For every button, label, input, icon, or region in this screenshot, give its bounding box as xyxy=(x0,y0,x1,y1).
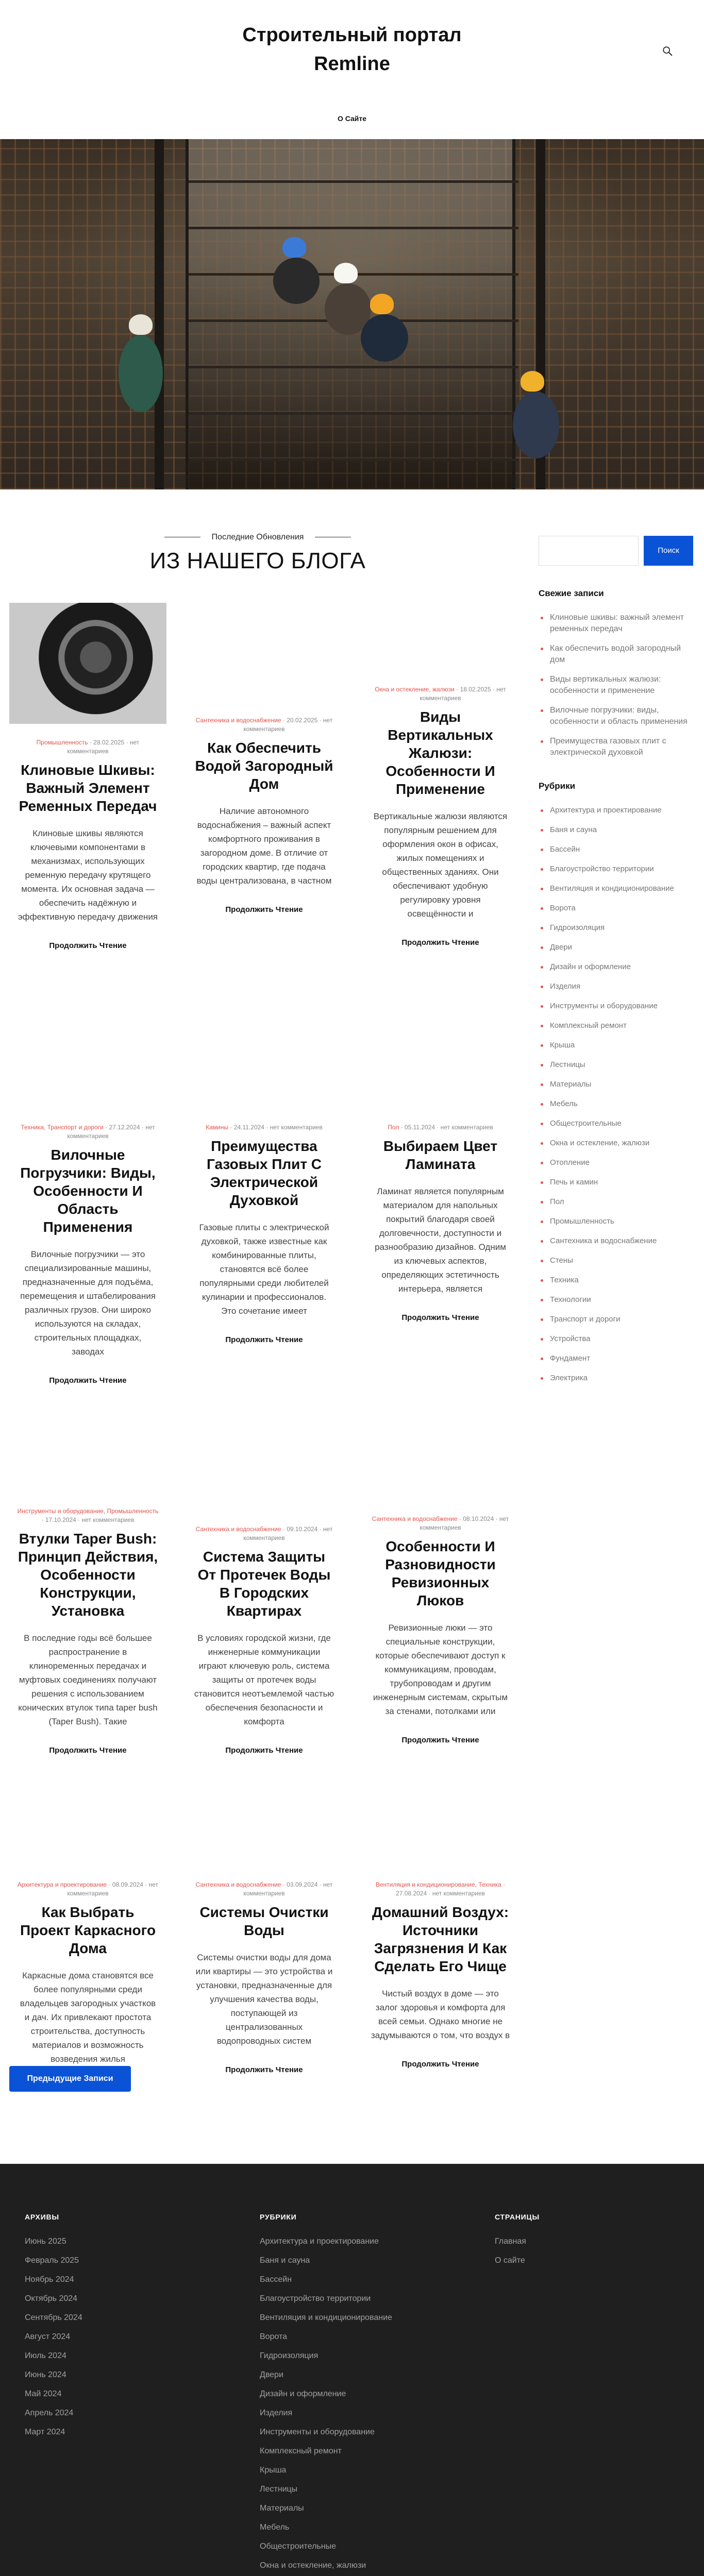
post-card xyxy=(9,1507,166,1755)
rubric-item[interactable]: Мебель xyxy=(539,1098,693,1110)
post-title[interactable]: Особенности И Разновидности Ревизионных Люков xyxy=(385,1538,496,1608)
post-card xyxy=(186,1880,343,2075)
post-card xyxy=(9,603,166,951)
read-more-link[interactable]: Продолжить Чтение xyxy=(225,905,303,914)
rubric-item[interactable]: Сантехника и водоснабжение xyxy=(539,1235,693,1247)
post-comments[interactable]: нет комментариев xyxy=(440,1124,493,1131)
post-meta: Промышленность · 28.02.2025 · нет комментариев xyxy=(36,739,140,755)
post-excerpt: В условиях городской жизни, где инженерные коммуникации играют ключевую роль, система защиты от протечек воды становится неотъемлемой частью обеспечения безопасности и комфорта xyxy=(194,1633,334,1726)
read-more-link[interactable]: Продолжить Чтение xyxy=(225,2065,303,2074)
read-more-link[interactable]: Продолжить Чтение xyxy=(49,941,127,950)
post-meta: Сантехника и водоснабжение · 09.10.2024 · нет комментариев xyxy=(195,1526,333,1541)
footer-rubric-item[interactable]: Дизайн и оформление xyxy=(260,2389,346,2398)
post-title[interactable]: Виды Вертикальных Жалюзи: Особенности И Применение xyxy=(385,709,495,797)
footer-rubric-item[interactable]: Окна и остекление, жалюзи xyxy=(260,2561,366,2570)
post-card xyxy=(362,1880,519,2069)
footer-rubric-item[interactable]: Двери xyxy=(260,2370,283,2379)
post-comments[interactable]: нет комментариев xyxy=(420,1515,509,1531)
post-comments[interactable]: нет комментариев xyxy=(243,717,333,733)
read-more-link[interactable]: Продолжить Чтение xyxy=(225,1335,303,1344)
post-date: 03.09.2024 xyxy=(287,1881,318,1888)
rubric-item[interactable]: Инструменты и оборудование xyxy=(539,1001,693,1012)
archive-item[interactable]: Май 2024 xyxy=(25,2389,62,2398)
read-more-link[interactable]: Продолжить Чтение xyxy=(49,1746,127,1755)
pages-list xyxy=(495,2236,540,2266)
post-title[interactable]: Клиновые Шкивы: Важный Элемент Ременных Передач xyxy=(19,762,157,814)
post-meta: Окна и остекление, жалюзи · 18.02.2025 · нет комментариев xyxy=(375,686,506,702)
post-card xyxy=(362,1123,519,1323)
rubric-item[interactable]: Промышленность xyxy=(539,1216,693,1227)
post-excerpt: Газовые плиты с электрической духовкой, также известные как комбинированные плиты, становятся всё более популярными среди любителей кулинарии и профессионалов. Это сочетание имеет xyxy=(199,1223,329,1316)
rubric-item[interactable]: Транспорт и дороги xyxy=(539,1314,693,1325)
post-excerpt: Вилочные погрузчики — это специализированные машины, предназначенные для подъёма, перемещения и штабелирования различных грузов. Они широко используются на складах, строительных площадках, заводах xyxy=(20,1249,156,1357)
post-category[interactable]: Пол xyxy=(388,1124,399,1131)
post-meta: Сантехника и водоснабжение · 03.09.2024 · нет комментариев xyxy=(195,1881,333,1897)
rubric-item[interactable]: Общестроительные xyxy=(539,1118,693,1129)
post-category[interactable]: Промышленность xyxy=(36,739,88,746)
rubric-item[interactable]: Стены xyxy=(539,1255,693,1266)
post-comments[interactable]: нет комментариев xyxy=(420,686,506,702)
post-category[interactable]: Сантехника и водоснабжение xyxy=(195,1526,281,1533)
footer-rubric-item[interactable]: Инструменты и оборудование xyxy=(260,2428,375,2436)
archive-item[interactable]: Ноябрь 2024 xyxy=(25,2275,74,2284)
post-excerpt: Наличие автономного водоснабжения – важный аспект комфортного проживания в загородном доме. В отличие от городских квартир, где подача воды централизована, в частном xyxy=(196,806,332,886)
blog-title: ИЗ НАШЕГО БЛОГА xyxy=(149,548,366,573)
rubric-item[interactable]: Ворота xyxy=(539,903,693,914)
footer-rubric-item[interactable]: Мебель xyxy=(260,2523,290,2532)
footer-rubric-item[interactable]: Ворота xyxy=(260,2332,288,2341)
rubric-item[interactable]: Печь и камин xyxy=(539,1177,693,1188)
recent-post-item[interactable]: Клиновые шкивы: важный элемент ременных передач xyxy=(539,612,693,635)
rubric-item[interactable]: Фундамент xyxy=(539,1353,693,1364)
site-title-line2[interactable]: Remline xyxy=(314,53,390,75)
search-button[interactable]: Поиск xyxy=(644,536,693,566)
post-date: 20.02.2025 xyxy=(287,717,318,724)
footer-rubric-item[interactable]: Крыша xyxy=(260,2466,287,2475)
post-excerpt: Ламинат является популярным материалом для напольных покрытий благодаря своей долговечности, доступности и разнообразию дизайнов. Одним из ключевых аспектов, определяющих эстетичность интерьера, является xyxy=(375,1187,506,1294)
post-category[interactable]: Инструменты и оборудование, Промышленность xyxy=(17,1507,159,1515)
archive-item[interactable]: Март 2024 xyxy=(25,2428,65,2436)
rubric-item[interactable]: Благоустройство территории xyxy=(539,863,693,875)
post-card xyxy=(186,1123,343,1345)
post-excerpt: Вертикальные жалюзи являются популярным решением для оформления окон в офисах, жилых помещениях и общественных зданиях. Они обеспечивают удобную регулировку уровня освещённости и xyxy=(373,811,508,919)
post-comments[interactable]: нет комментариев xyxy=(270,1124,323,1131)
footer-rubric-item[interactable]: Гидроизоляция xyxy=(260,2351,319,2360)
footer-rubric-item[interactable]: Вентиляция и кондиционирование xyxy=(260,2313,392,2322)
post-date: 27.08.2024 xyxy=(396,1890,427,1897)
archive-item[interactable]: Октябрь 2024 xyxy=(25,2294,78,2303)
post-meta: Сантехника и водоснабжение · 20.02.2025 · нет комментариев xyxy=(195,717,333,733)
read-more-link[interactable]: Продолжить Чтение xyxy=(49,1376,127,1385)
post-card xyxy=(186,716,343,914)
post-meta: Инструменты и оборудование, Промышленность · 17.10.2024 · нет комментариев xyxy=(17,1507,159,1523)
footer-archives xyxy=(25,2213,82,2446)
footer-rubric-item[interactable]: Архитектура и проектирование xyxy=(260,2237,379,2246)
post-category[interactable]: Сантехника и водоснабжение xyxy=(372,1515,458,1522)
footer-page-item[interactable]: Главная xyxy=(495,2237,526,2246)
recent-post-item[interactable]: Виды вертикальных жалюзи: особенности и применение xyxy=(539,674,693,697)
blog-eyebrow: Последние Обновления xyxy=(164,533,351,542)
post-date: 09.10.2024 xyxy=(287,1526,318,1533)
rubrics-list xyxy=(539,805,693,1384)
post-excerpt: Системы очистки воды для дома или квартиры — это устройства и установки, предназначенные для улучшения качества воды, поступающей из централизованных водопроводных систем xyxy=(195,1953,333,2046)
post-date: 17.10.2024 xyxy=(45,1516,76,1523)
footer-rubrics-list xyxy=(260,2236,392,2576)
archive-item[interactable]: Август 2024 xyxy=(25,2332,71,2341)
post-title[interactable]: Система Защиты От Протечек Воды В Городских Квартирах xyxy=(197,1549,331,1619)
archive-item[interactable]: Февраль 2025 xyxy=(25,2256,79,2265)
post-comments[interactable]: нет комментариев xyxy=(243,1881,333,1897)
rubric-item[interactable]: Вентиляция и кондиционирование xyxy=(539,883,693,894)
post-meta: Вентиляция и кондиционирование, Техника · 27.08.2024 · нет комментариев xyxy=(375,1881,506,1897)
rubric-item[interactable]: Электрика xyxy=(539,1372,693,1384)
post-grid xyxy=(9,603,525,2097)
footer-archives-title: АРХИВЫ xyxy=(25,2213,59,2221)
post-excerpt: Клиновые шкивы являются ключевыми компонентами в механизмах, использующих ременную передачу крутящего момента. Их основная задача — обеспечить надёжную и эффективную передачу движения xyxy=(18,828,158,922)
post-title[interactable]: Как Обеспечить Водой Загородный Дом xyxy=(195,740,333,792)
rubric-item[interactable]: Комплексный ремонт xyxy=(539,1020,693,1031)
read-more-link[interactable]: Продолжить Чтение xyxy=(225,1746,303,1755)
post-category[interactable]: Техника, Транспорт и дороги xyxy=(21,1124,104,1131)
post-thumbnail[interactable] xyxy=(9,603,166,724)
blog-heading xyxy=(0,531,515,574)
rubric-item[interactable]: Технологии xyxy=(539,1294,693,1306)
archive-item[interactable]: Июль 2024 xyxy=(25,2351,66,2360)
footer-rubric-item[interactable]: Баня и сауна xyxy=(260,2256,310,2265)
post-category[interactable]: Архитектура и проектирование xyxy=(17,1881,107,1888)
rubric-item[interactable]: Лестницы xyxy=(539,1059,693,1071)
rubric-item[interactable]: Крыша xyxy=(539,1040,693,1051)
main-content xyxy=(0,489,704,2164)
post-comments[interactable]: нет комментариев xyxy=(81,1516,135,1523)
post-title[interactable]: Преимущества Газовых Плит С Электрической Духовкой xyxy=(206,1138,322,1208)
rubrics-title: Рубрики xyxy=(539,781,576,791)
post-meta: Камины · 24.11.2024 · нет комментариев xyxy=(206,1124,323,1131)
rubric-item[interactable]: Окна и остекление, жалюзи xyxy=(539,1138,693,1149)
post-meta: Пол · 05.11.2024 · нет комментариев xyxy=(388,1124,493,1131)
site-footer xyxy=(0,2164,704,2576)
post-meta: Архитектура и проектирование · 08.09.2024 · нет комментариев xyxy=(17,1881,159,1897)
post-meta: Сантехника и водоснабжение · 08.10.2024 · нет комментариев xyxy=(372,1515,509,1531)
read-more-link[interactable]: Продолжить Чтение xyxy=(401,1313,479,1322)
post-excerpt: Чистый воздух в доме — это залог здоровья и комфорта для всей семьи. Однако многие не задумываются о том, что воздух в xyxy=(371,1989,510,2040)
footer-rubrics-title: РУБРИКИ xyxy=(260,2213,297,2221)
archives-list xyxy=(25,2236,82,2437)
post-title[interactable]: Вилочные Погрузчики: Виды, Особенности И Область Применения xyxy=(20,1147,156,1235)
footer-rubric-item[interactable]: Лестницы xyxy=(260,2485,298,2494)
post-comments[interactable]: нет комментариев xyxy=(67,1881,159,1897)
post-date: 08.09.2024 xyxy=(112,1881,143,1888)
post-date: 05.11.2024 xyxy=(404,1124,435,1131)
post-date: 24.11.2024 xyxy=(233,1124,264,1131)
post-comments[interactable]: нет комментариев xyxy=(67,739,140,755)
search-input[interactable] xyxy=(539,536,639,566)
rubric-item[interactable]: Техника xyxy=(539,1275,693,1286)
post-card xyxy=(362,685,519,947)
post-date: 18.02.2025 xyxy=(460,686,491,693)
post-excerpt: Каркасные дома становятся все более популярными среди владельцев загородных участков и дач. Их привлекают простота строительства, доступность материалов и возможность возведения жилья xyxy=(20,1971,156,2064)
rubric-item[interactable]: Двери xyxy=(539,942,693,953)
post-date: 28.02.2025 xyxy=(93,739,125,746)
rubric-item[interactable]: Архитектура и проектирование xyxy=(539,805,693,816)
rubric-item[interactable]: Гидроизоляция xyxy=(539,922,693,934)
post-category[interactable]: Сантехника и водоснабжение xyxy=(195,1881,281,1888)
footer-page-item[interactable]: О сайте xyxy=(495,2256,525,2265)
site-title[interactable] xyxy=(0,21,704,78)
sidebar xyxy=(539,536,693,1392)
post-category[interactable]: Сантехника и водоснабжение xyxy=(195,717,281,724)
archive-item[interactable]: Июнь 2024 xyxy=(25,2370,66,2379)
footer-rubric-item[interactable]: Материалы xyxy=(260,2504,304,2513)
rubric-item[interactable]: Пол xyxy=(539,1196,693,1208)
rubric-item[interactable]: Материалы xyxy=(539,1079,693,1090)
read-more-link[interactable]: Продолжить Чтение xyxy=(401,1736,479,1744)
post-title[interactable]: Втулки Taper Bush: Принцип Действия, Особенности Конструкции, Установка xyxy=(18,1531,158,1619)
rubric-item[interactable]: Устройства xyxy=(539,1333,693,1345)
hero-image xyxy=(0,139,704,489)
search-icon[interactable] xyxy=(662,45,673,57)
post-excerpt: В последние годы всё большее распространение в клиноременных передачах и муфтовых соединениях получают решения с использованием конических втулок типа taper bush (Taper Bush). Такие xyxy=(18,1633,158,1726)
recent-post-item[interactable]: Вилочные погрузчики: виды, особенности и область применения xyxy=(539,705,693,727)
previous-posts-button[interactable]: Предыдущие Записи xyxy=(9,2066,131,2092)
nav-about-link[interactable]: О Сайте xyxy=(337,114,367,123)
post-comments[interactable]: нет комментариев xyxy=(243,1526,333,1541)
post-date: 27.12.2024 xyxy=(109,1124,140,1131)
post-excerpt: Ревизионные люки — это специальные конструкции, которые обеспечивают доступ к коммуникациям, проводам, трубопроводам и другим инженерным системам, скрытым за стенами, потолками или xyxy=(373,1623,508,1716)
site-header xyxy=(0,0,704,139)
post-category[interactable]: Окна и остекление, жалюзи xyxy=(375,686,455,693)
post-comments[interactable]: нет комментариев xyxy=(432,1890,485,1897)
rubric-item[interactable]: Бассейн xyxy=(539,844,693,855)
rubric-item[interactable]: Изделия xyxy=(539,981,693,992)
footer-rubric-item[interactable]: Общестроительные xyxy=(260,2542,336,2551)
post-meta: Техника, Транспорт и дороги · 27.12.2024 · нет комментариев xyxy=(21,1124,155,1140)
recent-posts-list xyxy=(539,612,693,758)
rubric-item[interactable]: Баня и сауна xyxy=(539,824,693,836)
post-card xyxy=(362,1515,519,1745)
read-more-link[interactable]: Продолжить Чтение xyxy=(401,2060,479,2069)
rubric-item[interactable]: Дизайн и оформление xyxy=(539,961,693,973)
post-comments[interactable]: нет комментариев xyxy=(67,1124,155,1140)
footer-pages-title: СТРАНИЦЫ xyxy=(495,2213,540,2221)
post-category[interactable]: Вентиляция и кондиционирование, Техника xyxy=(375,1881,501,1888)
post-card xyxy=(9,1880,166,2093)
post-card xyxy=(186,1525,343,1755)
post-title[interactable]: Как Выбрать Проект Каркасного Дома xyxy=(20,1904,156,1956)
footer-rubric-item[interactable]: Изделия xyxy=(260,2409,293,2417)
post-title[interactable]: Выбираем Цвет Ламината xyxy=(383,1138,498,1172)
archive-item[interactable]: Сентябрь 2024 xyxy=(25,2313,82,2322)
recent-posts-title: Свежие записи xyxy=(539,588,604,598)
sidebar-search xyxy=(539,536,693,566)
site-title-line1[interactable]: Строительный портал xyxy=(242,24,462,46)
read-more-link[interactable]: Продолжить Чтение xyxy=(401,938,479,947)
footer-rubrics xyxy=(260,2213,392,2576)
archive-item[interactable]: Апрель 2024 xyxy=(25,2409,74,2417)
post-date: 08.10.2024 xyxy=(463,1515,494,1522)
post-card xyxy=(9,1123,166,1385)
footer-pages xyxy=(495,2213,540,2275)
footer-rubric-item[interactable]: Комплексный ремонт xyxy=(260,2447,342,2455)
post-category[interactable]: Камины xyxy=(206,1124,229,1131)
post-title[interactable]: Домашний Воздух: Источники Загрязнения И Как Сделать Его Чище xyxy=(372,1904,509,1974)
footer-rubric-item[interactable]: Благоустройство территории xyxy=(260,2294,371,2303)
post-title[interactable]: Системы Очистки Воды xyxy=(199,1904,329,1938)
recent-post-item[interactable]: Преимущества газовых плит с электрической духовкой xyxy=(539,736,693,758)
main-nav xyxy=(0,114,704,123)
rubric-item[interactable]: Отопление xyxy=(539,1157,693,1168)
footer-rubric-item[interactable]: Бассейн xyxy=(260,2275,292,2284)
recent-post-item[interactable]: Как обеспечить водой загородный дом xyxy=(539,643,693,666)
archive-item[interactable]: Июнь 2025 xyxy=(25,2237,66,2246)
